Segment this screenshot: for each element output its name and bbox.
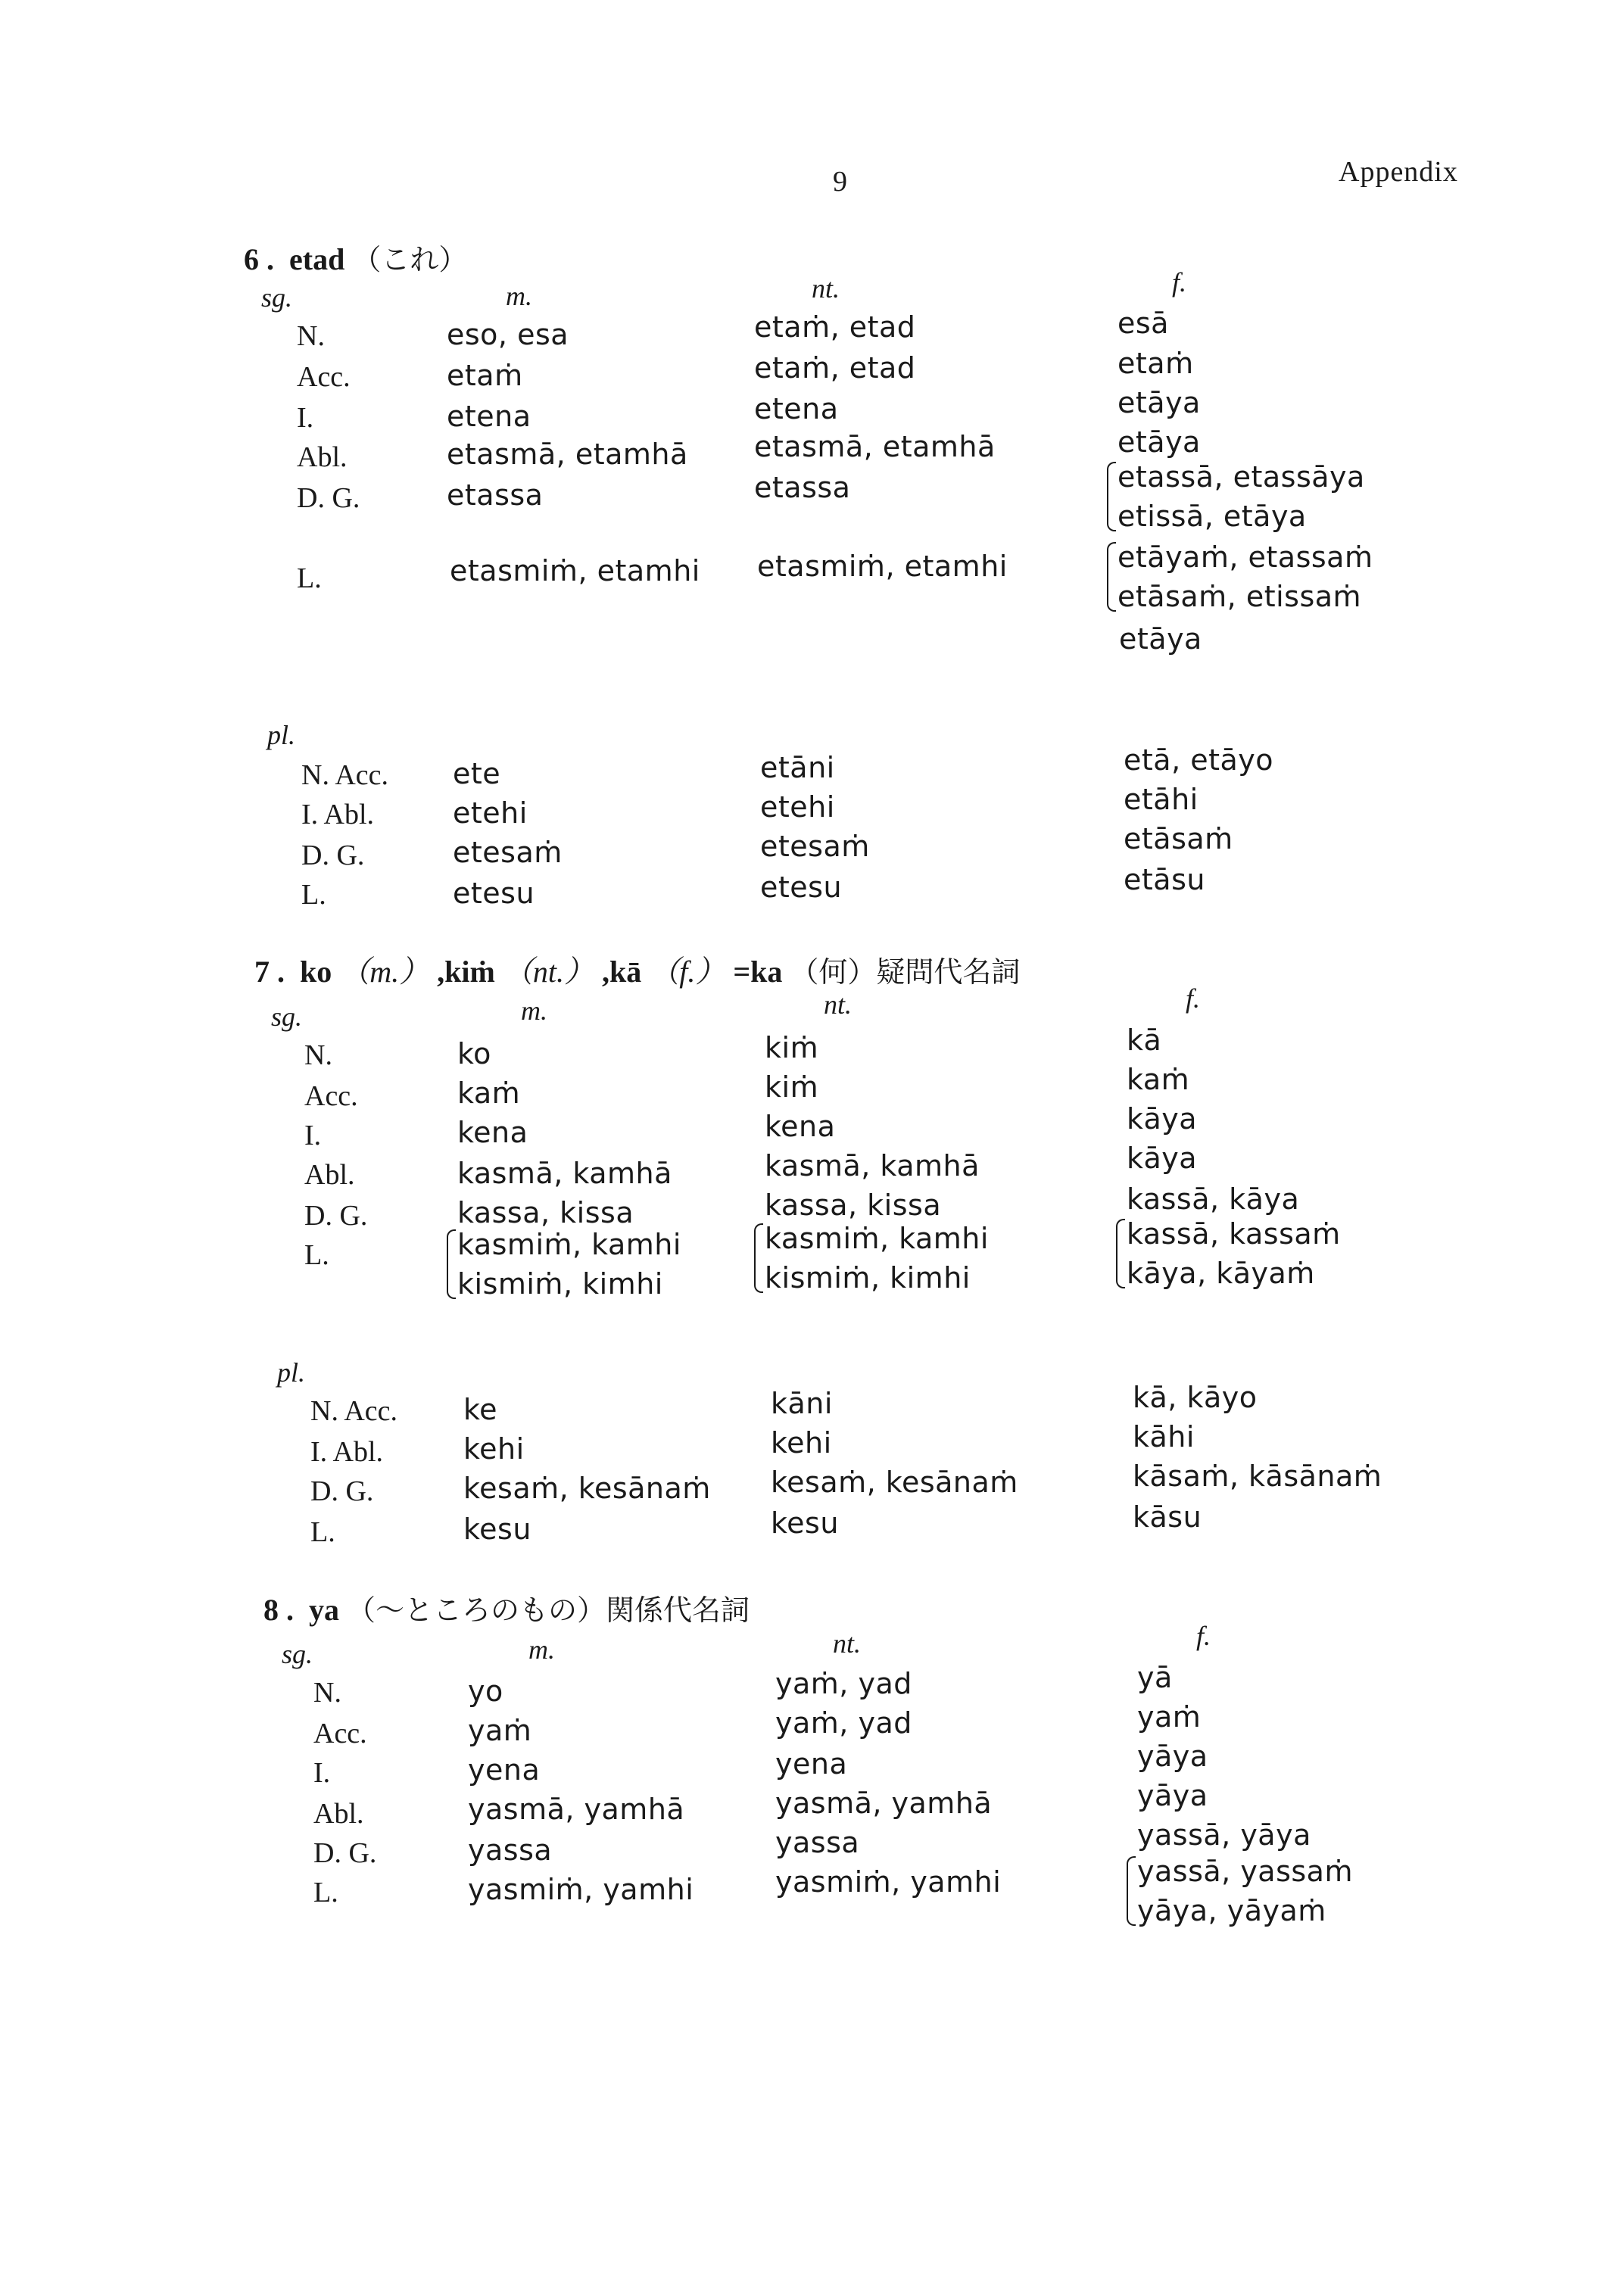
masculine-form: yasmiṁ, yamhi [468, 1873, 694, 1906]
running-head: Appendix [1339, 156, 1458, 188]
masculine-form: yasmā, yamhā [468, 1793, 685, 1826]
feminine-form: etāsaṁ, etissaṁ [1117, 580, 1362, 613]
case-label: I. Abl. [310, 1436, 384, 1468]
neuter-form: kiṁ [765, 1031, 819, 1064]
masculine-form: yaṁ [468, 1714, 532, 1747]
masculine-header: m. [521, 995, 547, 1026]
feminine-form-group [1127, 1852, 1353, 1930]
neuter-header: nt. [824, 989, 853, 1020]
masculine-form: ke [463, 1393, 498, 1426]
neuter-form: kehi [771, 1426, 832, 1460]
gender-m: （m.） [339, 955, 430, 989]
feminine-form-group [1116, 1214, 1341, 1293]
masculine-header: m. [506, 281, 532, 311]
feminine-header: f. [1172, 267, 1187, 298]
neuter-form: kismiṁ, kimhi [765, 1261, 971, 1294]
plural-label: pl. [277, 1357, 306, 1388]
feminine-form: kassā, kassaṁ [1127, 1217, 1341, 1251]
neuter-form: etasmā, etamhā [754, 430, 996, 463]
masculine-form: kasmā, kamhā [457, 1157, 672, 1190]
feminine-form: yāya [1137, 1779, 1208, 1812]
neuter-form: kassa, kissa [765, 1189, 942, 1222]
singular-label: sg. [261, 282, 293, 313]
feminine-form: etāya [1119, 622, 1202, 656]
masculine-form: ete [453, 757, 501, 790]
neuter-form: kasmiṁ, kamhi [765, 1222, 989, 1255]
case-label: L. [304, 1239, 329, 1271]
feminine-form: kassā, kāya [1127, 1182, 1300, 1216]
section-number: 6 . [244, 242, 274, 276]
feminine-form: yassā, yassaṁ [1137, 1855, 1353, 1888]
section-6-title [244, 236, 467, 278]
neuter-form: kiṁ [765, 1070, 819, 1104]
neuter-form: etesu [760, 871, 843, 904]
case-label: L. [310, 1516, 335, 1548]
case-label: I. [313, 1757, 331, 1789]
section-number: 7 . [254, 955, 285, 989]
singular-label: sg. [282, 1639, 313, 1669]
feminine-form: etaṁ [1117, 347, 1194, 380]
neuter-form: etaṁ, etad [754, 310, 916, 344]
feminine-form: etā, etāyo [1124, 743, 1274, 777]
gender-f: （f.） [649, 955, 726, 989]
feminine-form: etāyaṁ, etassaṁ [1117, 541, 1373, 574]
feminine-form: kāya, kāyaṁ [1127, 1257, 1315, 1290]
case-label: D. G. [310, 1475, 374, 1507]
masculine-form: kesaṁ, kesānaṁ [463, 1472, 711, 1505]
feminine-form: yaṁ [1137, 1700, 1202, 1734]
pronoun-ko: ko [300, 955, 332, 989]
case-label: N. [297, 320, 325, 352]
neuter-form: etaṁ, etad [754, 351, 916, 385]
neuter-header: nt. [812, 273, 840, 304]
case-label: N. [304, 1039, 332, 1071]
feminine-form: etāsaṁ [1124, 822, 1233, 855]
case-label: D. G. [304, 1200, 368, 1232]
masculine-form: etena [447, 400, 531, 433]
case-label: I. [297, 402, 314, 434]
neuter-form: etena [754, 392, 839, 425]
neuter-form: kasmā, kamhā [765, 1149, 980, 1182]
feminine-form: kaṁ [1127, 1063, 1190, 1096]
masculine-form: yassa [468, 1833, 553, 1867]
feminine-form: kā [1127, 1023, 1162, 1057]
masculine-form: etehi [453, 796, 528, 830]
gender-nt: （nt.） [502, 955, 594, 989]
masculine-form: kesu [463, 1513, 531, 1546]
feminine-form: etissā, etāya [1117, 500, 1307, 533]
neuter-form: yassa [775, 1826, 860, 1859]
masculine-form: yo [468, 1675, 503, 1708]
case-label: D. G. [313, 1837, 377, 1869]
neuter-form: kāni [771, 1387, 833, 1420]
case-label: Acc. [297, 361, 351, 393]
neuter-form: etāni [760, 751, 835, 784]
neuter-form-group [754, 1219, 989, 1298]
case-label: I. Abl. [301, 799, 375, 830]
singular-label: sg. [271, 1002, 303, 1032]
case-label: Acc. [313, 1718, 367, 1749]
section-number: 8 . [263, 1593, 294, 1627]
feminine-form: kāsaṁ, kāsānaṁ [1133, 1460, 1382, 1493]
masculine-form: etassa [447, 478, 544, 512]
neuter-form: yaṁ, yad [775, 1706, 912, 1740]
masculine-form-group [447, 1225, 681, 1304]
case-label: Acc. [304, 1080, 358, 1112]
case-label: N. [313, 1677, 341, 1709]
neuter-form: kesu [771, 1506, 839, 1540]
feminine-form: kāya [1127, 1142, 1198, 1175]
feminine-form-group [1107, 457, 1365, 536]
feminine-form: kāhi [1133, 1420, 1195, 1453]
case-label: Abl. [313, 1798, 364, 1830]
feminine-form: kā, kāyo [1133, 1381, 1258, 1414]
masculine-form: eso, esa [447, 318, 569, 351]
section-8-title [263, 1587, 750, 1628]
masculine-form: kismiṁ, kimhi [457, 1267, 663, 1301]
neuter-form: etasmiṁ, etamhi [757, 550, 1008, 583]
feminine-form: yāya [1137, 1740, 1208, 1773]
masculine-form: kena [457, 1116, 528, 1149]
case-label: N. Acc. [301, 759, 389, 791]
masculine-form: etesu [453, 877, 535, 910]
feminine-form: esā [1117, 307, 1169, 340]
case-label: L. [297, 562, 322, 594]
feminine-form: yā [1137, 1661, 1173, 1694]
page-number: 9 [833, 166, 847, 198]
masculine-form: etaṁ [447, 359, 523, 392]
feminine-form: etāsu [1124, 863, 1205, 896]
neuter-form: etehi [760, 790, 835, 824]
feminine-form: yassā, yāya [1137, 1818, 1311, 1852]
feminine-form: etassā, etassāya [1117, 460, 1365, 494]
pronoun-etad: etad [289, 242, 345, 276]
neuter-form: yasmā, yamhā [775, 1787, 993, 1820]
neuter-header: nt. [833, 1628, 862, 1659]
plural-label: pl. [267, 720, 296, 750]
masculine-form: kehi [463, 1432, 525, 1466]
neuter-form: kesaṁ, kesānaṁ [771, 1466, 1018, 1499]
case-label: Abl. [297, 441, 348, 473]
case-label: D. G. [297, 482, 360, 514]
feminine-form: etāya [1117, 425, 1201, 459]
case-label: Abl. [304, 1159, 355, 1191]
case-label: L. [313, 1877, 338, 1908]
case-label: N. Acc. [310, 1395, 398, 1427]
masculine-form: kaṁ [457, 1076, 521, 1110]
japanese-gloss: （これ） [352, 243, 468, 276]
japanese-gloss: （～ところのもの）関係代名詞 [347, 1594, 750, 1627]
neuter-form: yasmiṁ, yamhi [775, 1865, 1002, 1899]
masculine-form: kassa, kissa [457, 1196, 634, 1229]
masculine-form: ko [457, 1037, 491, 1070]
case-label: L. [301, 879, 326, 911]
neuter-form: yaṁ, yad [775, 1667, 912, 1700]
masculine-header: m. [528, 1634, 555, 1665]
feminine-form-group [1107, 537, 1373, 616]
masculine-form: etesaṁ [453, 836, 563, 869]
feminine-form: etāhi [1124, 783, 1199, 816]
neuter-form: etassa [754, 471, 851, 504]
masculine-form: etasmā, etamhā [447, 438, 688, 471]
feminine-form: yāya, yāyaṁ [1137, 1894, 1326, 1927]
neuter-form: yena [775, 1747, 848, 1781]
pronoun-kim: ,kiṁ [437, 955, 495, 989]
feminine-form: etāya [1117, 386, 1201, 419]
masculine-form: yena [468, 1753, 541, 1787]
feminine-form: kāsu [1133, 1500, 1202, 1534]
pronoun-ka: ,kā [601, 955, 642, 989]
neuter-form: etesaṁ [760, 830, 870, 863]
case-label: D. G. [301, 840, 365, 871]
masculine-form: etasmiṁ, etamhi [450, 554, 700, 587]
feminine-header: f. [1186, 983, 1201, 1014]
equals-ka: =ka [733, 955, 783, 989]
case-label: I. [304, 1120, 322, 1151]
masculine-form: kasmiṁ, kamhi [457, 1228, 681, 1261]
feminine-form: kāya [1127, 1102, 1198, 1136]
neuter-form: kena [765, 1110, 836, 1143]
feminine-header: f. [1196, 1621, 1211, 1651]
pronoun-ya: ya [309, 1593, 339, 1627]
japanese-gloss: （何）疑問代名詞 [790, 955, 1021, 989]
section-7-title [254, 948, 1020, 991]
